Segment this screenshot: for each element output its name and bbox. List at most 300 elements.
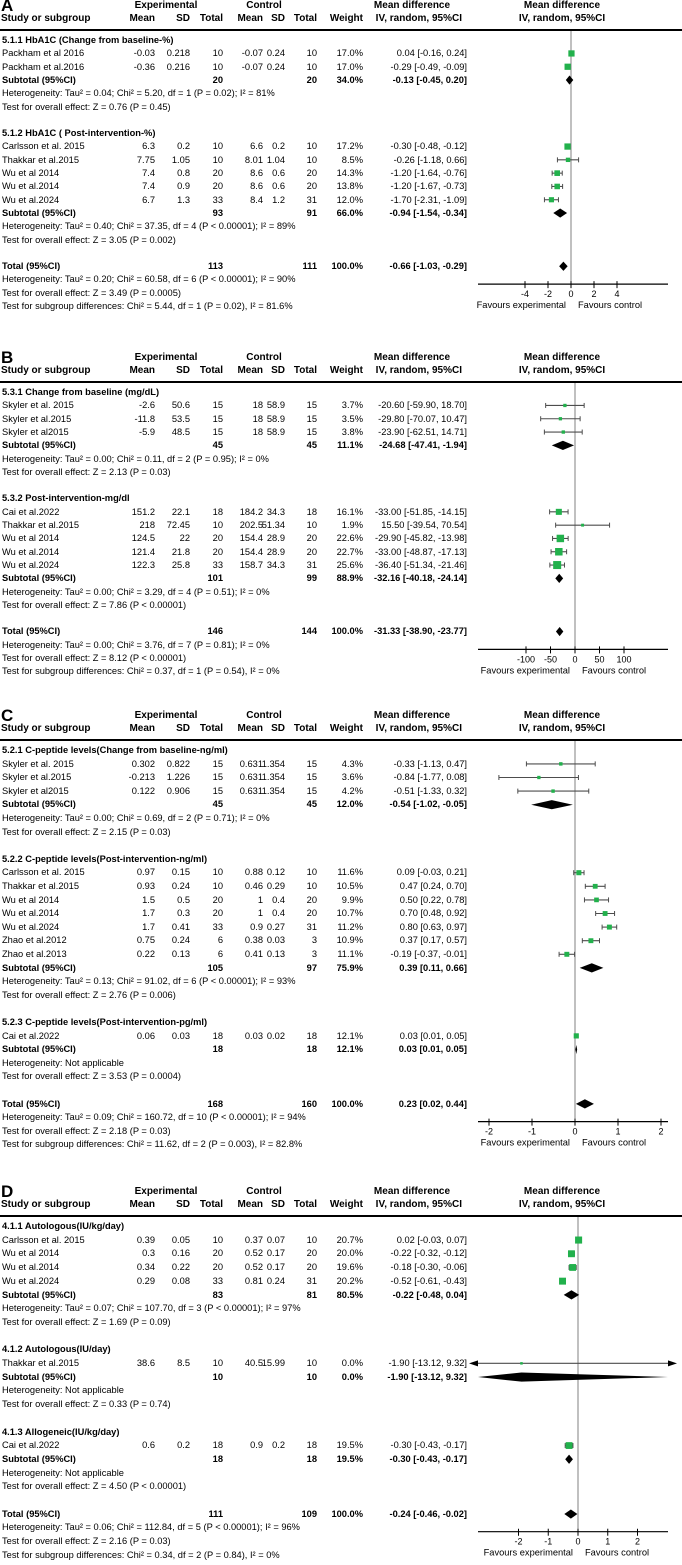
ci-text: -0.19 [-0.37, -0.01]	[390, 949, 467, 959]
exp-total: 10	[212, 1234, 223, 1245]
exp-total: 113	[208, 261, 223, 272]
exp-mean: 124.5	[131, 533, 155, 544]
section-title-row	[0, 34, 682, 47]
ctrl-mean: 0.631	[239, 758, 263, 769]
ctrl-total: 10	[306, 48, 317, 59]
exp-total: 15	[212, 785, 223, 796]
total-row	[0, 260, 682, 273]
ci-text: 0.50 [0.22, 0.78]	[399, 894, 467, 905]
weight: 17.0%	[336, 61, 363, 72]
axis-tick-label: -100	[516, 654, 536, 665]
footnote: Test for overall effect: Z = 0.76 (P = 0.45)	[2, 101, 171, 112]
ctrl-total: 91	[306, 207, 317, 218]
exp-sd: 22	[179, 533, 190, 544]
footnote: Heterogeneity: Tau² = 0.00; Chi² = 3.29, df = 4 (P = 0.51); I² = 0%	[2, 586, 270, 597]
header-total: Total	[199, 723, 223, 734]
ctrl-sd: 0.27	[266, 921, 285, 932]
exp-mean: 218	[139, 520, 155, 530]
ci-text: 15.50 [-39.54, 70.54]	[381, 520, 467, 530]
weight: 13.8%	[336, 181, 363, 192]
ctrl-mean: 0.631	[239, 772, 263, 783]
ctrl-mean: 8.6	[250, 168, 263, 178]
ctrl-sd: 34.3	[266, 506, 285, 517]
ctrl-mean: 18	[252, 400, 263, 411]
ci-text: -29.80 [-70.07, 10.47]	[378, 413, 467, 424]
ctrl-total: 20	[306, 181, 317, 192]
footnote-row	[0, 1521, 682, 1535]
header-mean: Mean	[129, 1199, 155, 1210]
ctrl-total: 97	[306, 962, 317, 973]
exp-mean: 0.97	[136, 867, 155, 878]
exp-total: 45	[212, 440, 223, 451]
section-title-row	[0, 853, 682, 867]
ci-text: -29.90 [-45.82, -13.98]	[375, 533, 467, 544]
study-row	[0, 532, 682, 545]
header-iv-plot: IV, random, 95%CI	[518, 1199, 606, 1210]
ctrl-total: 15	[306, 426, 317, 437]
exp-total: 45	[212, 799, 223, 810]
section-title-row	[0, 1426, 682, 1440]
study-name: Skyler et al. 2015	[2, 400, 74, 411]
ctrl-mean: 0.37	[244, 1234, 263, 1245]
study-name: Skyler et al. 2015	[2, 758, 74, 769]
study-name: Skyler et al.2015	[2, 772, 72, 783]
ctrl-total: 15	[306, 400, 317, 411]
study-row	[0, 506, 682, 519]
header-weight: Weight	[329, 1199, 363, 1210]
study-row	[0, 61, 682, 74]
ctrl-sd: 0.24	[266, 48, 285, 59]
footnote: Test for subgroup differences: Chi² = 11.62, df = 2 (P = 0.003), I² = 82.8%	[2, 1139, 303, 1150]
axis-tick-label: -1	[544, 1536, 553, 1547]
footnote-row	[0, 1302, 682, 1316]
study-name: Cai et al.2022	[2, 506, 60, 517]
ctrl-total: 111	[302, 261, 317, 272]
study-name: Cai et al.2022	[2, 1440, 60, 1451]
footnote-row	[0, 300, 682, 313]
subtotal-row	[0, 207, 682, 220]
axis-tick-label: -50	[543, 654, 558, 665]
exp-total: 20	[212, 1248, 223, 1259]
footnote: Heterogeneity: Tau² = 0.06; Chi² = 112.84, df = 5 (P < 0.00001); I² = 96%	[2, 1522, 300, 1533]
ctrl-sd: 0.17	[266, 1248, 285, 1259]
exp-total: 18	[212, 506, 223, 517]
ctrl-total: 10	[306, 1234, 317, 1245]
exp-sd: 72.45	[166, 520, 190, 530]
ctrl-sd: 1.354	[261, 758, 285, 769]
study-name: Subtotal (95%CI)	[2, 1453, 76, 1464]
footnote-row	[0, 1138, 682, 1152]
ctrl-mean: 1	[257, 908, 263, 919]
header-experimental: Experimental	[134, 352, 198, 363]
study-name: Subtotal (95%CI)	[2, 799, 76, 810]
ctrl-total: 3	[311, 949, 317, 959]
header-rule	[0, 381, 682, 383]
header-weight: Weight	[329, 13, 363, 24]
exp-sd: 0.24	[171, 935, 190, 946]
study-name: Total (95%CI)	[2, 1098, 61, 1109]
exp-sd: 0.24	[171, 881, 190, 891]
exp-mean: 6.7	[142, 194, 155, 205]
footnote: Test for overall effect: Z = 3.49 (P = 0.0005)	[2, 287, 181, 298]
ci-text: -0.66 [-1.03, -0.29]	[389, 261, 467, 272]
ci-text: -23.90 [-62.51, 14.71]	[378, 426, 467, 437]
subtotal-row	[0, 1371, 682, 1385]
exp-sd: 0.9	[177, 181, 190, 192]
weight: 3.7%	[341, 400, 363, 411]
exp-total: 33	[212, 1275, 223, 1286]
weight: 11.6%	[337, 867, 363, 878]
footnote-row	[0, 1070, 682, 1084]
exp-total: 10	[212, 48, 223, 59]
header-mean-difference: Mean difference	[373, 352, 451, 363]
weight: 3.8%	[341, 426, 363, 437]
ci-text: -0.22 [-0.32, -0.12]	[390, 1248, 467, 1259]
exp-total: 20	[212, 894, 223, 905]
weight: 88.9%	[336, 573, 363, 584]
footnote-row	[0, 1057, 682, 1071]
ctrl-sd: 0.02	[266, 1030, 285, 1041]
exp-total: 10	[212, 520, 223, 530]
exp-sd: 0.2	[177, 1440, 190, 1451]
ci-text: 0.70 [0.48, 0.92]	[399, 908, 467, 919]
weight: 12.1%	[336, 1030, 363, 1041]
total-row	[0, 625, 682, 638]
footnote: Heterogeneity: Tau² = 0.40; Chi² = 37.35, df = 4 (P < 0.00001); I² = 89%	[2, 221, 296, 232]
weight: 3.6%	[341, 772, 363, 783]
ctrl-sd: 0.17	[266, 1262, 285, 1273]
header-total: Total	[199, 1199, 223, 1210]
weight: 75.9%	[336, 962, 363, 973]
footnote: Test for subgroup differences: Chi² = 0.34, df = 2 (P = 0.84), I² = 0%	[2, 1549, 280, 1560]
footnote-row	[0, 989, 682, 1003]
header-csd: SD	[271, 1199, 285, 1210]
header-ctotal: Total	[293, 365, 317, 376]
weight: 20.2%	[336, 1275, 363, 1286]
exp-sd: 0.03	[171, 1030, 190, 1041]
subtotal-row	[0, 572, 682, 585]
weight: 17.2%	[336, 141, 363, 152]
exp-mean: 122.3	[131, 559, 155, 570]
weight: 100.0%	[331, 626, 363, 637]
footnote: Heterogeneity: Tau² = 0.20; Chi² = 60.58, df = 6 (P < 0.00001); I² = 90%	[2, 274, 296, 285]
exp-mean: 0.75	[136, 935, 155, 946]
section-title: 4.1.2 Autologous(IU/day)	[2, 1344, 111, 1355]
weight: 0.0%	[341, 1371, 363, 1382]
exp-total: 15	[212, 758, 223, 769]
footnote: Heterogeneity: Tau² = 0.09; Chi² = 160.72, df = 10 (P < 0.00001); I² = 94%	[2, 1112, 306, 1123]
exp-sd: 0.05	[171, 1234, 190, 1245]
ctrl-total: 10	[306, 154, 317, 165]
header-total: Total	[199, 13, 223, 24]
exp-total: 6	[217, 949, 223, 959]
ci-text: -1.20 [-1.67, -0.73]	[390, 181, 467, 192]
ctrl-sd: 0.6	[272, 168, 285, 178]
exp-sd: 0.216	[166, 61, 190, 72]
weight: 10.9%	[336, 935, 363, 946]
study-row	[0, 771, 682, 785]
study-name: Subtotal (95%CI)	[2, 1044, 76, 1055]
favours-right-label: Favours control	[582, 1137, 647, 1148]
ctrl-total: 18	[306, 1453, 317, 1464]
study-name: Wu et al.2024	[2, 194, 60, 205]
panel-label: C	[1, 706, 14, 725]
exp-total: 15	[212, 413, 223, 424]
ctrl-total: 20	[306, 908, 317, 919]
ci-text: -0.29 [-0.49, -0.09]	[390, 61, 467, 72]
exp-mean: 0.3	[142, 1248, 155, 1259]
exp-sd: 0.13	[171, 949, 190, 959]
exp-mean: 0.06	[136, 1030, 155, 1041]
panel-B	[0, 348, 682, 710]
exp-sd: 0.08	[171, 1275, 190, 1286]
footnote: Test for overall effect: Z = 2.16 (P = 0.03)	[2, 1536, 171, 1547]
footnote: Test for overall effect: Z = 1.69 (P = 0.09)	[2, 1316, 171, 1327]
ctrl-total: 45	[306, 799, 317, 810]
ctrl-sd: 0.03	[266, 935, 285, 946]
footnote: Heterogeneity: Tau² = 0.04; Chi² = 5.20, df = 1 (P = 0.02); I² = 81%	[2, 88, 275, 99]
ctrl-mean: 0.52	[244, 1248, 263, 1259]
ci-text: -1.20 [-1.64, -0.76]	[390, 168, 467, 178]
weight: 80.5%	[336, 1289, 363, 1300]
weight: 12.0%	[336, 194, 363, 205]
exp-total: 6	[217, 935, 223, 946]
header-mean-difference: Mean difference	[373, 1186, 451, 1197]
ci-text: 0.02 [-0.03, 0.07]	[396, 1234, 467, 1245]
footnote-row	[0, 826, 682, 840]
ctrl-sd: 0.4	[272, 894, 285, 905]
exp-mean: 121.4	[131, 546, 155, 557]
weight: 3.5%	[341, 413, 363, 424]
exp-sd: 0.2	[177, 141, 190, 152]
ctrl-total: 31	[306, 194, 317, 205]
ctrl-sd: 15.99	[261, 1358, 285, 1368]
study-name: Wu et al.2014	[2, 908, 60, 919]
ctrl-mean: 18	[252, 426, 263, 437]
exp-mean: 0.6	[142, 1440, 155, 1451]
header-csd: SD	[271, 723, 285, 734]
study-row	[0, 921, 682, 935]
ctrl-mean: 0.03	[244, 1030, 263, 1041]
ctrl-total: 3	[311, 935, 317, 946]
header-study: Study or subgroup	[1, 365, 91, 376]
header-iv-plot: IV, random, 95%CI	[518, 723, 606, 734]
ctrl-sd: 28.9	[266, 533, 285, 544]
subtotal-row	[0, 1043, 682, 1057]
study-row	[0, 758, 682, 772]
exp-sd: 0.16	[171, 1248, 190, 1259]
exp-sd: 53.5	[171, 413, 190, 424]
study-name: Wu et al 2014	[2, 1248, 60, 1259]
ci-text: 0.04 [-0.16, 0.24]	[396, 48, 467, 59]
ctrl-total: 10	[306, 867, 317, 878]
exp-total: 20	[212, 168, 223, 178]
study-name: Wu et al.2024	[2, 559, 60, 570]
weight: 66.0%	[336, 207, 363, 218]
exp-total: 10	[212, 867, 223, 878]
exp-sd: 25.8	[171, 559, 190, 570]
study-row	[0, 1261, 682, 1275]
exp-mean: 0.302	[131, 758, 155, 769]
study-name: Wu et al.2014	[2, 546, 60, 557]
exp-total: 18	[212, 1030, 223, 1041]
study-row	[0, 154, 682, 167]
footnote-row	[0, 453, 682, 466]
study-name: Zhao et al.2012	[2, 935, 67, 946]
exp-mean: 0.122	[131, 785, 155, 796]
study-name: Skyler et al2015	[2, 785, 69, 796]
ctrl-total: 20	[306, 74, 317, 85]
ctrl-total: 45	[306, 440, 317, 451]
weight: 0.0%	[341, 1358, 363, 1368]
ctrl-total: 20	[306, 546, 317, 557]
ci-text: -20.60 [-59.90, 18.70]	[378, 400, 467, 411]
header-iv: IV, random, 95%CI	[375, 13, 462, 24]
footnote-row	[0, 599, 682, 612]
header-iv: IV, random, 95%CI	[375, 1199, 462, 1210]
weight: 100.0%	[331, 1098, 363, 1109]
axis-tick-label: 2	[591, 289, 597, 300]
exp-mean: 0.93	[136, 881, 155, 891]
section-title: 5.2.3 C-peptide levels(Post-intervention-pg/ml)	[2, 1017, 208, 1027]
study-row	[0, 546, 682, 559]
ctrl-total: 20	[306, 168, 317, 178]
ctrl-sd: 0.24	[266, 1275, 285, 1286]
header-mean: Mean	[129, 723, 155, 734]
exp-mean: 0.29	[136, 1275, 155, 1286]
ctrl-sd: 1.04	[266, 154, 285, 165]
axis-tick-label: -2	[514, 1536, 523, 1547]
axis-tick-label: 4	[614, 289, 620, 300]
footnote-row	[0, 220, 682, 233]
footnote-row	[0, 287, 682, 300]
study-name: Cai et al.2022	[2, 1030, 60, 1041]
weight: 11.1%	[337, 949, 363, 959]
axis-tick-label: 50	[594, 654, 605, 665]
exp-mean: 7.4	[142, 168, 155, 178]
exp-sd: 0.22	[171, 1262, 190, 1273]
ci-text: 0.39 [0.11, 0.66]	[399, 962, 467, 973]
section-title: 5.3.2 Post-intervention-mg/dl	[2, 493, 130, 504]
header-rule	[0, 739, 682, 741]
weight: 8.5%	[341, 154, 363, 165]
ctrl-total: 10	[306, 881, 317, 891]
study-name: Subtotal (95%CI)	[2, 1289, 76, 1300]
exp-total: 146	[207, 626, 223, 637]
exp-mean: 1.7	[142, 921, 155, 932]
ctrl-mean: 1	[257, 894, 263, 905]
ctrl-total: 20	[306, 533, 317, 544]
axis-tick-label: 1	[615, 1126, 621, 1137]
ctrl-mean: 0.52	[244, 1262, 263, 1273]
study-row	[0, 413, 682, 426]
exp-mean: -5.9	[138, 426, 155, 437]
ctrl-total: 18	[306, 1030, 317, 1041]
footnote-row	[0, 1111, 682, 1125]
ci-text: -0.18 [-0.30, -0.06]	[390, 1262, 467, 1273]
exp-total: 20	[212, 74, 223, 85]
exp-mean: -0.213	[128, 772, 155, 783]
ctrl-sd: 51.34	[261, 520, 285, 530]
exp-sd: 0.41	[171, 921, 190, 932]
header-mean-difference-plot: Mean difference	[523, 352, 601, 363]
exp-sd: 1.05	[171, 154, 190, 165]
header-total: Total	[199, 365, 223, 376]
exp-sd: 1.226	[166, 772, 190, 783]
subtotal-row	[0, 1453, 682, 1467]
ctrl-total: 81	[306, 1289, 317, 1300]
header-iv: IV, random, 95%CI	[375, 365, 462, 376]
ctrl-mean: -0.07	[241, 48, 263, 59]
ctrl-mean: 8.6	[250, 181, 263, 192]
ci-text: 0.47 [0.24, 0.70]	[399, 881, 467, 891]
ci-text: 0.03 [0.01, 0.05]	[399, 1030, 467, 1041]
ctrl-total: 160	[301, 1098, 317, 1109]
exp-sd: 0.218	[166, 48, 190, 59]
ctrl-mean: 0.9	[250, 921, 263, 932]
exp-sd: 21.8	[171, 546, 190, 557]
study-row	[0, 785, 682, 799]
exp-total: 105	[207, 962, 223, 973]
exp-mean: 151.2	[131, 506, 155, 517]
axis-tick-label: 2	[634, 1536, 641, 1547]
study-name: Thakkar et al.2015	[2, 1358, 80, 1368]
exp-mean: 0.22	[136, 949, 155, 959]
subtotal-row	[0, 439, 682, 452]
weight: 10.7%	[336, 908, 363, 919]
ctrl-sd: 0.13	[266, 949, 285, 959]
subtotal-row	[0, 74, 682, 87]
footnote-row	[0, 586, 682, 599]
ci-text: 0.37 [0.17, 0.57]	[399, 935, 467, 946]
exp-total: 10	[212, 141, 223, 152]
footnote: Test for overall effect: Z = 0.33 (P = 0.74)	[2, 1399, 171, 1410]
header-control: Control	[246, 1186, 282, 1197]
study-name: Wu et al 2014	[2, 894, 60, 905]
footnote-row	[0, 1535, 682, 1549]
axis-tick-label: -2	[543, 289, 553, 300]
exp-total: 20	[212, 1262, 223, 1273]
exp-mean: 1.5	[142, 894, 155, 905]
study-row	[0, 907, 682, 921]
section-title-row	[0, 386, 682, 399]
weight: 19.5%	[336, 1440, 363, 1451]
ci-text: -0.94 [-1.54, -0.34]	[389, 207, 467, 218]
study-name: Carlsson et al. 2015	[2, 867, 85, 878]
header-sd: SD	[176, 13, 190, 24]
exp-total: 18	[212, 1440, 223, 1451]
exp-sd: 1.3	[177, 194, 190, 205]
exp-total: 10	[212, 1358, 223, 1368]
header-iv-plot: IV, random, 95%CI	[518, 13, 606, 24]
weight: 25.6%	[336, 559, 363, 570]
ci-text: -0.26 [-1.18, 0.66]	[393, 154, 467, 165]
header-mean-difference: Mean difference	[373, 710, 451, 721]
exp-total: 10	[212, 1371, 223, 1382]
ctrl-mean: -0.07	[241, 61, 263, 72]
header-sd: SD	[176, 365, 190, 376]
ci-text: -0.30 [-0.48, -0.12]	[390, 141, 467, 152]
footnote-row	[0, 101, 682, 114]
ci-text: -24.68 [-47.41, -1.94]	[379, 440, 467, 451]
exp-total: 33	[212, 559, 223, 570]
footnote-row	[0, 87, 682, 100]
weight: 4.2%	[341, 785, 363, 796]
footnote: Heterogeneity: Tau² = 0.00; Chi² = 0.11, df = 2 (P = 0.95); I² = 0%	[2, 453, 269, 464]
study-row	[0, 559, 682, 572]
section-title-row	[0, 744, 682, 758]
footnote: Test for overall effect: Z = 2.76 (P = 0.006)	[2, 989, 176, 1000]
